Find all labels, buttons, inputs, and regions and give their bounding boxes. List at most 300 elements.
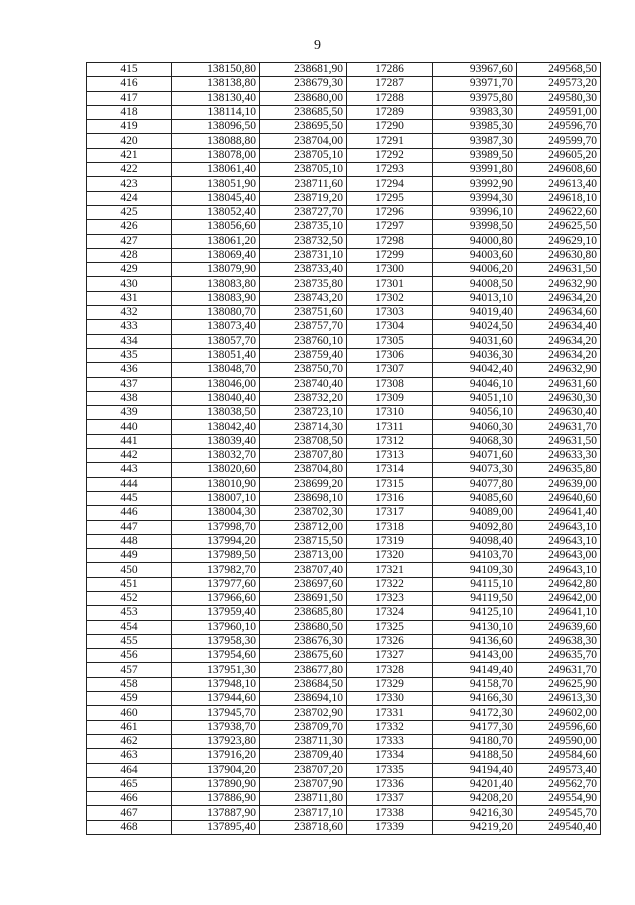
point-number-2-cell: 17300 bbox=[347, 263, 433, 277]
point-number-2-cell: 17298 bbox=[347, 234, 433, 248]
table-row bbox=[87, 306, 601, 320]
coordinate-y-cell: 238677,80 bbox=[260, 663, 347, 677]
coordinate-y-cell: 238684,50 bbox=[260, 677, 347, 691]
point-number-cell: 424 bbox=[87, 191, 172, 205]
table-row bbox=[87, 520, 601, 534]
coordinate-y-2-cell: 249590,00 bbox=[517, 734, 601, 748]
table-row bbox=[87, 234, 601, 248]
coordinate-x-2-cell: 94008,50 bbox=[433, 277, 517, 291]
table-row bbox=[87, 391, 601, 405]
coordinate-x-cell: 138020,60 bbox=[172, 463, 260, 477]
coordinate-x-cell: 137948,10 bbox=[172, 677, 260, 691]
point-number-2-cell: 17301 bbox=[347, 277, 433, 291]
coordinate-x-2-cell: 94180,70 bbox=[433, 734, 517, 748]
point-number-2-cell: 17317 bbox=[347, 506, 433, 520]
coordinate-x-cell: 138040,40 bbox=[172, 391, 260, 405]
table-row bbox=[87, 134, 601, 148]
point-number-2-cell: 17323 bbox=[347, 591, 433, 605]
coordinate-y-2-cell: 249641,40 bbox=[517, 506, 601, 520]
coordinate-y-2-cell: 249573,40 bbox=[517, 763, 601, 777]
coordinate-y-2-cell: 249643,10 bbox=[517, 534, 601, 548]
coordinate-x-2-cell: 94119,50 bbox=[433, 591, 517, 605]
coordinate-x-2-cell: 94071,60 bbox=[433, 449, 517, 463]
coordinate-y-2-cell: 249573,20 bbox=[517, 77, 601, 91]
point-number-2-cell: 17329 bbox=[347, 677, 433, 691]
coordinate-x-cell: 138069,40 bbox=[172, 248, 260, 262]
coordinate-x-2-cell: 93996,10 bbox=[433, 205, 517, 219]
coordinate-y-cell: 238702,90 bbox=[260, 706, 347, 720]
coordinate-y-cell: 238711,80 bbox=[260, 792, 347, 806]
table-row bbox=[87, 263, 601, 277]
coordinate-y-2-cell: 249545,70 bbox=[517, 806, 601, 820]
coordinate-x-2-cell: 93983,30 bbox=[433, 105, 517, 119]
table-row bbox=[87, 749, 601, 763]
coordinate-y-cell: 238704,80 bbox=[260, 463, 347, 477]
coordinate-y-2-cell: 249643,10 bbox=[517, 520, 601, 534]
coordinate-y-cell: 238709,40 bbox=[260, 749, 347, 763]
coordinate-x-2-cell: 94149,40 bbox=[433, 663, 517, 677]
coordinate-x-cell: 138061,20 bbox=[172, 234, 260, 248]
point-number-2-cell: 17308 bbox=[347, 377, 433, 391]
point-number-cell: 458 bbox=[87, 677, 172, 691]
coordinate-x-2-cell: 94077,80 bbox=[433, 477, 517, 491]
coordinate-x-cell: 138083,90 bbox=[172, 291, 260, 305]
coordinate-y-cell: 238680,50 bbox=[260, 620, 347, 634]
coordinate-y-2-cell: 249630,30 bbox=[517, 391, 601, 405]
coordinate-x-cell: 138078,00 bbox=[172, 148, 260, 162]
point-number-cell: 420 bbox=[87, 134, 172, 148]
coordinate-x-2-cell: 93991,80 bbox=[433, 163, 517, 177]
point-number-cell: 446 bbox=[87, 506, 172, 520]
coordinate-x-2-cell: 93971,70 bbox=[433, 77, 517, 91]
coordinates-table bbox=[86, 62, 601, 835]
point-number-cell: 427 bbox=[87, 234, 172, 248]
point-number-cell: 455 bbox=[87, 634, 172, 648]
point-number-cell: 416 bbox=[87, 77, 172, 91]
coordinate-y-2-cell: 249605,20 bbox=[517, 148, 601, 162]
point-number-cell: 435 bbox=[87, 348, 172, 362]
table-row bbox=[87, 706, 601, 720]
table-row bbox=[87, 248, 601, 262]
coordinate-y-cell: 238740,40 bbox=[260, 377, 347, 391]
coordinate-x-2-cell: 94085,60 bbox=[433, 491, 517, 505]
coordinate-y-cell: 238713,00 bbox=[260, 549, 347, 563]
point-number-cell: 461 bbox=[87, 720, 172, 734]
table-row bbox=[87, 534, 601, 548]
table-row bbox=[87, 177, 601, 191]
coordinate-y-cell: 238733,40 bbox=[260, 263, 347, 277]
point-number-cell: 436 bbox=[87, 363, 172, 377]
point-number-2-cell: 17304 bbox=[347, 320, 433, 334]
table-row bbox=[87, 105, 601, 119]
coordinate-x-2-cell: 93992,90 bbox=[433, 177, 517, 191]
point-number-cell: 421 bbox=[87, 148, 172, 162]
coordinate-y-cell: 238760,10 bbox=[260, 334, 347, 348]
coordinate-x-2-cell: 94060,30 bbox=[433, 420, 517, 434]
point-number-cell: 449 bbox=[87, 549, 172, 563]
coordinate-y-2-cell: 249635,80 bbox=[517, 463, 601, 477]
coordinate-x-cell: 138138,80 bbox=[172, 77, 260, 91]
coordinate-x-2-cell: 94188,50 bbox=[433, 749, 517, 763]
point-number-cell: 466 bbox=[87, 792, 172, 806]
coordinate-y-cell: 238705,10 bbox=[260, 148, 347, 162]
point-number-2-cell: 17306 bbox=[347, 348, 433, 362]
coordinate-x-cell: 138039,40 bbox=[172, 434, 260, 448]
point-number-cell: 454 bbox=[87, 620, 172, 634]
coordinate-x-2-cell: 93989,50 bbox=[433, 148, 517, 162]
point-number-2-cell: 17325 bbox=[347, 620, 433, 634]
point-number-2-cell: 17331 bbox=[347, 706, 433, 720]
coordinate-x-cell: 137966,60 bbox=[172, 591, 260, 605]
coordinate-y-2-cell: 249638,30 bbox=[517, 634, 601, 648]
table-row bbox=[87, 205, 601, 219]
coordinate-x-2-cell: 94046,10 bbox=[433, 377, 517, 391]
coordinate-y-2-cell: 249634,20 bbox=[517, 291, 601, 305]
coordinate-x-cell: 138080,70 bbox=[172, 306, 260, 320]
coordinate-y-cell: 238732,20 bbox=[260, 391, 347, 405]
point-number-cell: 452 bbox=[87, 591, 172, 605]
table-row bbox=[87, 506, 601, 520]
coordinate-x-2-cell: 94125,10 bbox=[433, 606, 517, 620]
point-number-2-cell: 17299 bbox=[347, 248, 433, 262]
point-number-cell: 457 bbox=[87, 663, 172, 677]
table-row bbox=[87, 191, 601, 205]
point-number-2-cell: 17313 bbox=[347, 449, 433, 463]
table-row bbox=[87, 363, 601, 377]
coordinate-y-2-cell: 249625,50 bbox=[517, 220, 601, 234]
coordinate-y-2-cell: 249622,60 bbox=[517, 205, 601, 219]
table-row bbox=[87, 91, 601, 105]
coordinate-y-cell: 238714,30 bbox=[260, 420, 347, 434]
point-number-2-cell: 17330 bbox=[347, 692, 433, 706]
coordinate-x-2-cell: 94056,10 bbox=[433, 406, 517, 420]
coordinate-x-cell: 137951,30 bbox=[172, 663, 260, 677]
table-row bbox=[87, 220, 601, 234]
coordinate-y-2-cell: 249641,10 bbox=[517, 606, 601, 620]
coordinate-x-cell: 138045,40 bbox=[172, 191, 260, 205]
table-row bbox=[87, 591, 601, 605]
table-row bbox=[87, 148, 601, 162]
coordinate-y-cell: 238751,60 bbox=[260, 306, 347, 320]
coordinate-y-cell: 238735,10 bbox=[260, 220, 347, 234]
point-number-2-cell: 17320 bbox=[347, 549, 433, 563]
point-number-cell: 450 bbox=[87, 563, 172, 577]
point-number-2-cell: 17305 bbox=[347, 334, 433, 348]
coordinate-x-2-cell: 94073,30 bbox=[433, 463, 517, 477]
coordinate-y-cell: 238759,40 bbox=[260, 348, 347, 362]
point-number-2-cell: 17292 bbox=[347, 148, 433, 162]
coordinate-y-cell: 238681,90 bbox=[260, 63, 347, 77]
coordinate-x-cell: 138114,10 bbox=[172, 105, 260, 119]
coordinate-x-cell: 138057,70 bbox=[172, 334, 260, 348]
point-number-2-cell: 17312 bbox=[347, 434, 433, 448]
point-number-cell: 456 bbox=[87, 649, 172, 663]
table-row bbox=[87, 777, 601, 791]
coordinate-x-2-cell: 94136,60 bbox=[433, 634, 517, 648]
coordinate-x-2-cell: 94166,30 bbox=[433, 692, 517, 706]
coordinate-x-cell: 137954,60 bbox=[172, 649, 260, 663]
coordinate-x-cell: 137887,90 bbox=[172, 806, 260, 820]
table-row bbox=[87, 120, 601, 134]
point-number-cell: 463 bbox=[87, 749, 172, 763]
table-row bbox=[87, 792, 601, 806]
coordinate-y-2-cell: 249591,00 bbox=[517, 105, 601, 119]
coordinate-x-2-cell: 94219,20 bbox=[433, 820, 517, 834]
coordinate-y-2-cell: 249608,60 bbox=[517, 163, 601, 177]
coordinates-table-body bbox=[87, 63, 601, 835]
point-number-2-cell: 17326 bbox=[347, 634, 433, 648]
coordinate-y-cell: 238757,70 bbox=[260, 320, 347, 334]
coordinate-x-2-cell: 94103,70 bbox=[433, 549, 517, 563]
coordinate-y-cell: 238743,20 bbox=[260, 291, 347, 305]
coordinate-y-2-cell: 249635,70 bbox=[517, 649, 601, 663]
coordinate-y-cell: 238685,50 bbox=[260, 105, 347, 119]
coordinate-y-2-cell: 249639,60 bbox=[517, 620, 601, 634]
coordinate-x-2-cell: 94194,40 bbox=[433, 763, 517, 777]
table-row bbox=[87, 434, 601, 448]
coordinate-x-cell: 138061,40 bbox=[172, 163, 260, 177]
coordinate-y-2-cell: 249631,50 bbox=[517, 263, 601, 277]
point-number-cell: 425 bbox=[87, 205, 172, 219]
point-number-cell: 444 bbox=[87, 477, 172, 491]
point-number-cell: 445 bbox=[87, 491, 172, 505]
table-row bbox=[87, 563, 601, 577]
coordinate-y-2-cell: 249596,60 bbox=[517, 720, 601, 734]
coordinate-y-2-cell: 249633,30 bbox=[517, 449, 601, 463]
coordinate-y-2-cell: 249634,20 bbox=[517, 334, 601, 348]
coordinate-y-2-cell: 249634,60 bbox=[517, 306, 601, 320]
point-number-cell: 431 bbox=[87, 291, 172, 305]
coordinate-x-cell: 137982,70 bbox=[172, 563, 260, 577]
table-row bbox=[87, 163, 601, 177]
coordinate-x-2-cell: 94177,30 bbox=[433, 720, 517, 734]
coordinate-x-cell: 137998,70 bbox=[172, 520, 260, 534]
coordinate-x-2-cell: 93994,30 bbox=[433, 191, 517, 205]
point-number-2-cell: 17287 bbox=[347, 77, 433, 91]
coordinate-y-cell: 238715,50 bbox=[260, 534, 347, 548]
coordinate-y-2-cell: 249642,80 bbox=[517, 577, 601, 591]
coordinate-x-2-cell: 94109,30 bbox=[433, 563, 517, 577]
coordinate-x-cell: 137923,80 bbox=[172, 734, 260, 748]
coordinate-y-2-cell: 249625,90 bbox=[517, 677, 601, 691]
point-number-cell: 465 bbox=[87, 777, 172, 791]
point-number-2-cell: 17336 bbox=[347, 777, 433, 791]
coordinate-x-cell: 137944,60 bbox=[172, 692, 260, 706]
point-number-cell: 434 bbox=[87, 334, 172, 348]
point-number-cell: 442 bbox=[87, 449, 172, 463]
coordinate-x-cell: 138096,50 bbox=[172, 120, 260, 134]
coordinate-y-2-cell: 249554,90 bbox=[517, 792, 601, 806]
point-number-2-cell: 17315 bbox=[347, 477, 433, 491]
point-number-cell: 439 bbox=[87, 406, 172, 420]
table-row bbox=[87, 677, 601, 691]
coordinate-x-2-cell: 94089,00 bbox=[433, 506, 517, 520]
point-number-2-cell: 17327 bbox=[347, 649, 433, 663]
coordinate-x-2-cell: 93975,80 bbox=[433, 91, 517, 105]
point-number-2-cell: 17290 bbox=[347, 120, 433, 134]
coordinate-y-2-cell: 249630,80 bbox=[517, 248, 601, 262]
point-number-cell: 468 bbox=[87, 820, 172, 834]
point-number-cell: 418 bbox=[87, 105, 172, 119]
point-number-cell: 419 bbox=[87, 120, 172, 134]
point-number-2-cell: 17338 bbox=[347, 806, 433, 820]
point-number-2-cell: 17291 bbox=[347, 134, 433, 148]
coordinate-y-2-cell: 249613,30 bbox=[517, 692, 601, 706]
point-number-2-cell: 17286 bbox=[347, 63, 433, 77]
coordinate-y-2-cell: 249599,70 bbox=[517, 134, 601, 148]
coordinate-y-cell: 238705,10 bbox=[260, 163, 347, 177]
coordinate-y-cell: 238708,50 bbox=[260, 434, 347, 448]
coordinate-y-cell: 238735,80 bbox=[260, 277, 347, 291]
table-row bbox=[87, 348, 601, 362]
coordinate-y-cell: 238679,30 bbox=[260, 77, 347, 91]
point-number-2-cell: 17333 bbox=[347, 734, 433, 748]
coordinate-y-cell: 238691,50 bbox=[260, 591, 347, 605]
point-number-2-cell: 17294 bbox=[347, 177, 433, 191]
coordinate-x-cell: 138130,40 bbox=[172, 91, 260, 105]
coordinate-x-cell: 137959,40 bbox=[172, 606, 260, 620]
coordinate-y-cell: 238727,70 bbox=[260, 205, 347, 219]
coordinate-y-2-cell: 249596,70 bbox=[517, 120, 601, 134]
coordinate-x-cell: 137977,60 bbox=[172, 577, 260, 591]
coordinate-x-2-cell: 94013,10 bbox=[433, 291, 517, 305]
coordinate-x-cell: 137960,10 bbox=[172, 620, 260, 634]
point-number-cell: 426 bbox=[87, 220, 172, 234]
coordinate-y-cell: 238680,00 bbox=[260, 91, 347, 105]
table-row bbox=[87, 449, 601, 463]
coordinate-x-cell: 137916,20 bbox=[172, 749, 260, 763]
point-number-2-cell: 17303 bbox=[347, 306, 433, 320]
coordinate-y-2-cell: 249584,60 bbox=[517, 749, 601, 763]
coordinate-y-2-cell: 249632,90 bbox=[517, 277, 601, 291]
coordinate-y-cell: 238731,10 bbox=[260, 248, 347, 262]
point-number-cell: 451 bbox=[87, 577, 172, 591]
coordinate-y-cell: 238676,30 bbox=[260, 634, 347, 648]
coordinate-y-2-cell: 249629,10 bbox=[517, 234, 601, 248]
coordinate-y-cell: 238707,20 bbox=[260, 763, 347, 777]
point-number-cell: 433 bbox=[87, 320, 172, 334]
coordinate-x-2-cell: 94019,40 bbox=[433, 306, 517, 320]
table-row bbox=[87, 291, 601, 305]
table-row bbox=[87, 734, 601, 748]
point-number-cell: 428 bbox=[87, 248, 172, 262]
coordinate-x-2-cell: 94143,00 bbox=[433, 649, 517, 663]
coordinate-y-2-cell: 249640,60 bbox=[517, 491, 601, 505]
coordinate-x-cell: 138051,40 bbox=[172, 348, 260, 362]
coordinate-y-2-cell: 249631,60 bbox=[517, 377, 601, 391]
coordinate-y-cell: 238702,30 bbox=[260, 506, 347, 520]
coordinate-x-2-cell: 94172,30 bbox=[433, 706, 517, 720]
coordinate-y-cell: 238723,10 bbox=[260, 406, 347, 420]
table-row bbox=[87, 620, 601, 634]
table-row bbox=[87, 820, 601, 834]
point-number-2-cell: 17322 bbox=[347, 577, 433, 591]
table-row bbox=[87, 577, 601, 591]
coordinate-x-2-cell: 94158,70 bbox=[433, 677, 517, 691]
coordinate-y-cell: 238732,50 bbox=[260, 234, 347, 248]
coordinate-x-2-cell: 94000,80 bbox=[433, 234, 517, 248]
point-number-2-cell: 17335 bbox=[347, 763, 433, 777]
coordinate-y-2-cell: 249634,20 bbox=[517, 348, 601, 362]
coordinate-y-2-cell: 249643,00 bbox=[517, 549, 601, 563]
coordinate-y-cell: 238709,70 bbox=[260, 720, 347, 734]
table-row bbox=[87, 463, 601, 477]
coordinate-x-cell: 138056,60 bbox=[172, 220, 260, 234]
coordinate-x-cell: 137895,40 bbox=[172, 820, 260, 834]
coordinate-x-cell: 138051,90 bbox=[172, 177, 260, 191]
coordinate-x-cell: 137886,90 bbox=[172, 792, 260, 806]
coordinate-y-cell: 238694,10 bbox=[260, 692, 347, 706]
coordinate-y-cell: 238697,60 bbox=[260, 577, 347, 591]
coordinate-x-cell: 138052,40 bbox=[172, 205, 260, 219]
point-number-2-cell: 17324 bbox=[347, 606, 433, 620]
coordinate-y-cell: 238675,60 bbox=[260, 649, 347, 663]
coordinate-x-cell: 138038,50 bbox=[172, 406, 260, 420]
coordinate-x-2-cell: 94003,60 bbox=[433, 248, 517, 262]
table-row bbox=[87, 63, 601, 77]
coordinate-x-cell: 138004,30 bbox=[172, 506, 260, 520]
table-row bbox=[87, 77, 601, 91]
coordinate-x-2-cell: 94042,40 bbox=[433, 363, 517, 377]
table-row bbox=[87, 606, 601, 620]
coordinate-x-cell: 137958,30 bbox=[172, 634, 260, 648]
point-number-2-cell: 17319 bbox=[347, 534, 433, 548]
coordinate-y-cell: 238711,30 bbox=[260, 734, 347, 748]
page-number: 9 bbox=[314, 38, 321, 53]
point-number-cell: 432 bbox=[87, 306, 172, 320]
point-number-2-cell: 17293 bbox=[347, 163, 433, 177]
coordinate-x-2-cell: 94201,40 bbox=[433, 777, 517, 791]
coordinate-y-2-cell: 249632,90 bbox=[517, 363, 601, 377]
coordinate-x-cell: 138150,80 bbox=[172, 63, 260, 77]
table-row bbox=[87, 277, 601, 291]
coordinate-y-2-cell: 249618,10 bbox=[517, 191, 601, 205]
table-row bbox=[87, 549, 601, 563]
table-row bbox=[87, 334, 601, 348]
coordinate-y-2-cell: 249602,00 bbox=[517, 706, 601, 720]
point-number-cell: 417 bbox=[87, 91, 172, 105]
point-number-cell: 462 bbox=[87, 734, 172, 748]
coordinate-x-cell: 137989,50 bbox=[172, 549, 260, 563]
coordinate-x-2-cell: 94130,10 bbox=[433, 620, 517, 634]
coordinate-y-cell: 238712,00 bbox=[260, 520, 347, 534]
table-row bbox=[87, 406, 601, 420]
point-number-2-cell: 17332 bbox=[347, 720, 433, 734]
coordinate-x-cell: 137904,20 bbox=[172, 763, 260, 777]
coordinate-y-2-cell: 249540,40 bbox=[517, 820, 601, 834]
coordinate-y-2-cell: 249631,70 bbox=[517, 663, 601, 677]
point-number-cell: 448 bbox=[87, 534, 172, 548]
coordinate-y-cell: 238698,10 bbox=[260, 491, 347, 505]
coordinate-x-2-cell: 94092,80 bbox=[433, 520, 517, 534]
coordinate-x-2-cell: 94024,50 bbox=[433, 320, 517, 334]
table-row bbox=[87, 763, 601, 777]
coordinate-y-cell: 238750,70 bbox=[260, 363, 347, 377]
coordinate-y-2-cell: 249631,70 bbox=[517, 420, 601, 434]
coordinate-x-2-cell: 93998,50 bbox=[433, 220, 517, 234]
coordinate-x-cell: 137945,70 bbox=[172, 706, 260, 720]
coordinate-x-cell: 138073,40 bbox=[172, 320, 260, 334]
point-number-cell: 415 bbox=[87, 63, 172, 77]
table-row bbox=[87, 720, 601, 734]
coordinate-x-cell: 138042,40 bbox=[172, 420, 260, 434]
coordinate-x-cell: 137994,20 bbox=[172, 534, 260, 548]
coordinate-x-cell: 138032,70 bbox=[172, 449, 260, 463]
coordinate-y-cell: 238718,60 bbox=[260, 820, 347, 834]
coordinate-x-2-cell: 94098,40 bbox=[433, 534, 517, 548]
coordinate-y-2-cell: 249630,40 bbox=[517, 406, 601, 420]
coordinate-x-cell: 137938,70 bbox=[172, 720, 260, 734]
